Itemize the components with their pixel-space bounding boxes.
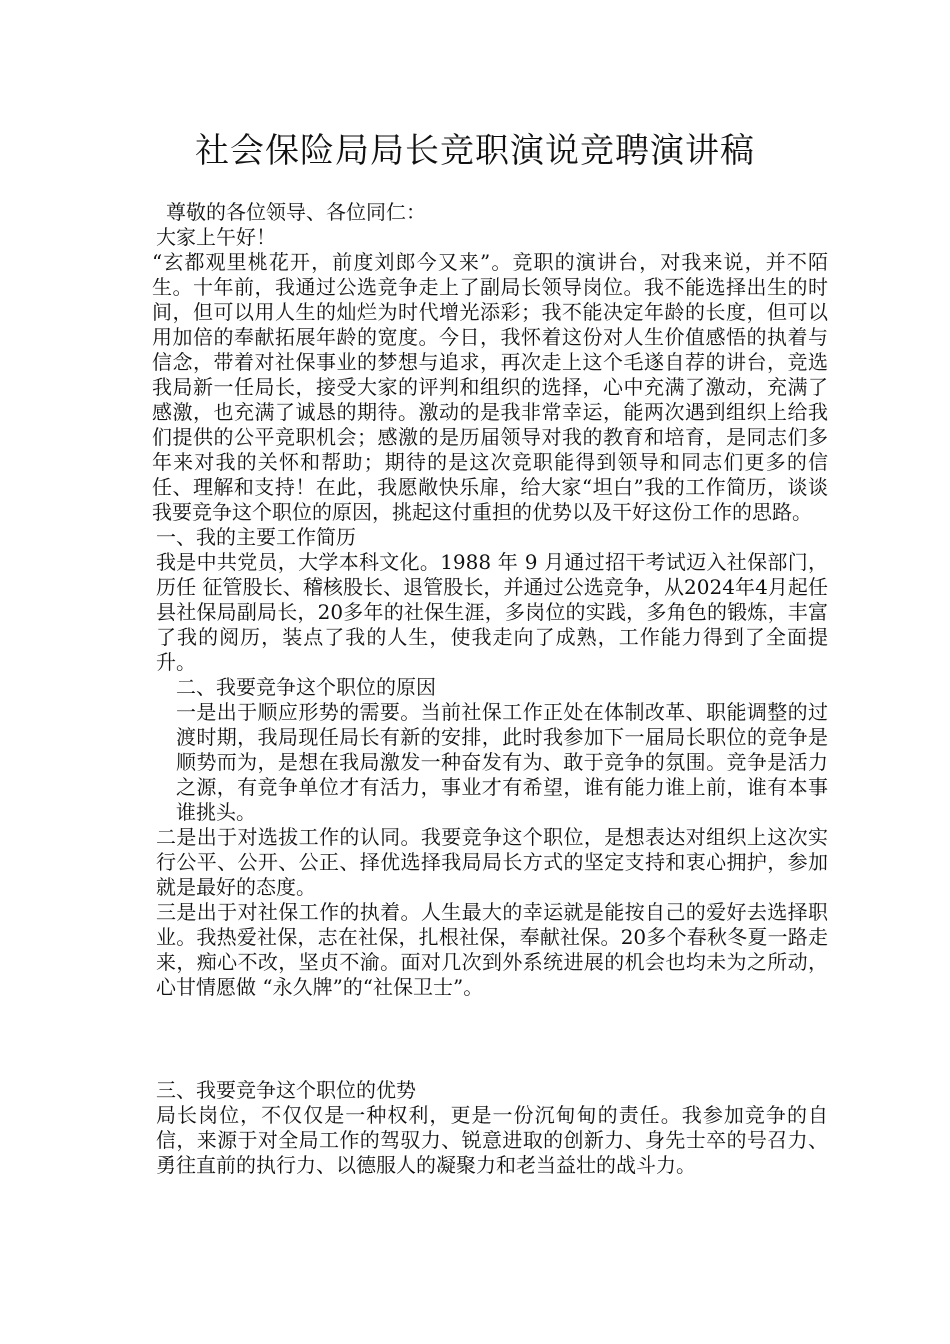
intro-paragraph: “玄都观里桃花开，前度刘郎今又来”。竞职的演讲台，对我来说，并不陌生。十年前，我通过公选竞争走上了副局长领导岗位。我不能选择出生的时间，但可以用人生的灿烂为时代增光添彩；我不能决定年龄的长度，但可以用加倍的奉献拓展年龄的宽度。今日，我怀着这份对人生价值感悟的执着与信念，带着对社保事业的梦想与追求，再次走上这个毛遂自荐的讲台，竞选我局新一任局长，接受大家的评判和组织的选择，心中充满了激动，充满了感激，也充满了诚恳的期待。激动的是我非常幸运，能两次遇到组织上给我们提供的公平竞职机会；感激的是历届领导对我的教育和培育，是同志们多年来对我的关怀和帮助；期待的是这次竞职能得到领导和同志们更多的信任、理解和支持！在此，我愿敞快乐扉，给大家“坦白”我的工作简历，谈谈我要竞争这个职位的原因，挑起这付重担的优势以及干好这份工作的思路。 <box>152 250 828 524</box>
section1-paragraph: 我是中共党员，大学本科文化。1988 年 9 月通过招干考试迈入社保部门，历任 征管股长、稽核股长、退管股长，并通过公选竞争，从2024年4月起任县社保局副局长，20多年的社保生涯，多岗位的实践，多角色的锻炼，丰富了我的阅历，装点了我的人生，使我走向了成熟，工作能力得到了全面提升。 <box>156 550 828 674</box>
reason3-paragraph: 三是出于对社保工作的执着。人生最大的幸运就是能按自己的爱好去选择职业。我热爱社保，志在社保，扎根社保，奉献社保。20多个春秋冬夏一路走来，痴心不改，坚贞不渝。面对几次到外系统进展的机会也均未为之所动，心甘情愿做 “永久牌”的“社保卫士”。 <box>156 900 828 999</box>
section2-heading: 二、我要竞争这个职位的原因 <box>176 675 436 699</box>
paragraph-spacer <box>148 1000 828 1078</box>
reason2-paragraph: 二是出于对选拔工作的认同。我要竞争这个职位，是想表达对组织上这次实行公平、公开、公正、择优选择我局局长方式的坚定支持和衷心拥护，参加就是最好的态度。 <box>156 825 828 899</box>
salutation: 尊敬的各位领导、各位同仁： <box>166 200 426 224</box>
section1-heading: 一、我的主要工作简历 <box>156 525 356 549</box>
section3-heading: 三、我要竞争这个职位的优势 <box>156 1078 416 1102</box>
document-title: 社会保险局局长竞职演说竞聘演讲稿 <box>195 131 755 171</box>
greeting: 大家上午好！ <box>156 225 276 249</box>
section3-paragraph: 局长岗位，不仅仅是一种权利，更是一份沉甸甸的责任。我参加竞争的自信，来源于对全局工作的驾驭力、锐意进取的创新力、身先士卒的号召力、勇往直前的执行力、以德服人的凝聚力和老当益壮的战斗力。 <box>156 1103 828 1177</box>
reason1-paragraph: 一是出于顺应形势的需要。当前社保工作正处在体制改革、职能调整的过渡时期，我局现任局长有新的安排，此时我参加下一届局长职位的竞争是顺势而为，是想在我局激发一种奋发有为、敢于竞争的氛围。竞争是活力之源，有竞争单位才有活力，事业才有希望，谁有能力谁上前，谁有本事谁挑头。 <box>176 700 828 824</box>
document-body <box>148 200 828 1178</box>
